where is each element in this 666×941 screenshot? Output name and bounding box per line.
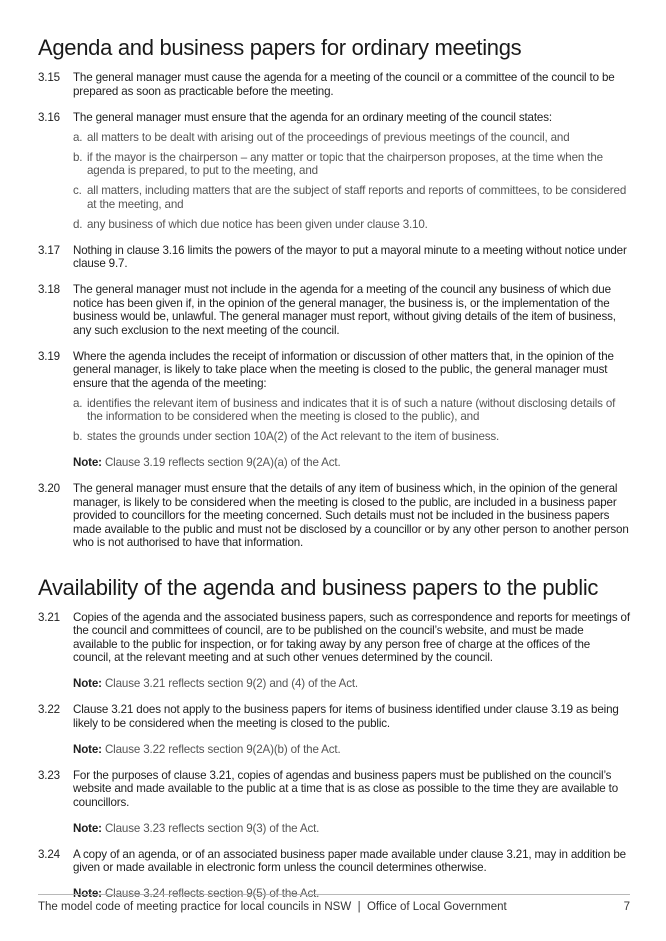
clause-body <box>73 769 630 836</box>
subitem-text: identifies the relevant item of business and indicates that it is of such a nature (without disclosing details of the information to be considered when the meeting is closed to the public), and <box>87 396 616 423</box>
clause-text: Where the agenda includes the receipt of information or discussion of other matters that, in the opinion of the general manager, is likely to take place when the meeting is closed to the public, the general manager must ensure that the agenda of the meeting: <box>73 349 614 390</box>
clause <box>38 244 630 271</box>
subitem-letter: b. <box>73 430 83 443</box>
clause-body <box>73 71 630 98</box>
clause <box>38 482 630 550</box>
clause-text: Clause 3.21 does not apply to the business papers for items of business identified under clause 3.19 as being likely to be considered when the meeting is closed to the public. <box>73 703 619 730</box>
clause-number: 3.17 <box>38 243 60 257</box>
subitem-text: all matters to be dealt with arising out of the proceedings of previous meetings of the council, and <box>87 130 570 144</box>
note-label: Note: <box>73 677 102 690</box>
clause-body <box>73 350 630 470</box>
subitem-letter: a. <box>73 130 83 144</box>
footer-title: The model code of meeting practice for local councils in NSW | Office of Local Government <box>38 901 507 913</box>
clause-body <box>73 111 630 232</box>
subitem-text: if the mayor is the chairperson – any matter or topic that the chairperson proposes, at the time when the agenda is prepared, to put to the meeting, and <box>87 150 603 177</box>
subitem-text: all matters, including matters that are the subject of staff reports and reports of committees, to be considered at the meeting, and <box>87 184 627 211</box>
subitem-letter: c. <box>73 184 82 197</box>
clause-number: 3.20 <box>38 482 60 495</box>
note-label: Note: <box>73 742 102 756</box>
clause-number: 3.21 <box>38 610 60 624</box>
clause-body <box>73 611 630 691</box>
subitem-text: states the grounds under section 10A(2) of the Act relevant to the item of business. <box>87 430 500 443</box>
clause-number: 3.23 <box>38 768 60 782</box>
clause-subitem <box>73 218 630 232</box>
section-heading: Availability of the agenda and business papers to the public <box>38 574 599 600</box>
clause-number: 3.18 <box>38 283 60 296</box>
document-page <box>38 34 630 901</box>
clause-subitem <box>73 184 630 211</box>
clause-text: Nothing in clause 3.16 limits the powers of the mayor to put a mayoral minute to a meeting without notice under clause 9.7. <box>73 243 627 270</box>
note-text: Clause 3.22 reflects section 9(2A)(b) of the Act. <box>104 742 341 756</box>
clause-number: 3.24 <box>38 847 60 861</box>
page-number: 7 <box>623 901 630 913</box>
clause-body <box>73 244 630 271</box>
clause-text: The general manager must cause the agenda for a meeting of the council or a committee of the council to be prepared as soon as practicable before the meeting. <box>73 71 615 98</box>
clause <box>38 611 630 691</box>
clause-text: A copy of an agenda, or of an associated business paper made available under clause 3.21, may in addition be given or made available in electronic form unless the council determines otherwise. <box>73 847 626 874</box>
clause-text: The general manager must ensure that the agenda for an ordinary meeting of the council states: <box>73 110 552 124</box>
clause-subitem <box>73 397 630 424</box>
page-footer <box>38 901 630 913</box>
clause <box>38 111 630 232</box>
clause <box>38 71 630 98</box>
clause-note <box>73 743 630 757</box>
clause-text: For the purposes of clause 3.21, copies of agendas and business papers must be published on the council’s website and made available to the public at a time that is as close as possible to the time they are available to councillors. <box>73 768 619 809</box>
clause <box>38 350 630 470</box>
clause-text: The general manager must ensure that the details of any item of business which, in the opinion of the general manager, is likely to be considered when the meeting is closed to the public, are included in a business paper provided to councillors for the meeting concerned. Such details must not be included in the business papers made available to the public and must not be disclosed by a councillor or by any other person to another person who is not authorised to have that information. <box>73 482 629 549</box>
clause-body <box>73 283 630 337</box>
note-label: Note: <box>73 887 102 900</box>
clause-subitem <box>73 151 630 178</box>
note-label: Note: <box>73 456 102 469</box>
clause-body <box>73 482 630 550</box>
clause-body <box>73 848 630 901</box>
clause <box>38 283 630 337</box>
clause-number: 3.15 <box>38 71 60 84</box>
note-label: Note: <box>73 821 102 835</box>
subitem-letter: b. <box>73 150 83 164</box>
clause <box>38 848 630 901</box>
clause-note <box>73 677 630 691</box>
clause-note <box>73 822 630 836</box>
clause-number: 3.19 <box>38 349 60 363</box>
clause-number: 3.16 <box>38 110 60 124</box>
subitem-letter: a. <box>73 396 83 410</box>
note-text: Clause 3.21 reflects section 9(2) and (4) of the Act. <box>104 677 358 690</box>
clause-subitem <box>73 131 630 145</box>
clause-subitem <box>73 430 630 444</box>
clause-text: The general manager must not include in the agenda for a meeting of the council any business of which due notice has been given if, in the opinion of the general manager, the business is, or the implementation of the business would be, unlawful. The general manager must report, without giving details of the item of business, any such exclusion to the next meeting of the council. <box>73 283 616 337</box>
footer-divider <box>38 894 630 895</box>
clause <box>38 703 630 756</box>
section-heading: Agenda and business papers for ordinary meetings <box>38 35 522 60</box>
note-text: Clause 3.23 reflects section 9(3) of the Act. <box>104 821 320 835</box>
subitem-text: any business of which due notice has been given under clause 3.10. <box>87 217 428 231</box>
clause <box>38 769 630 836</box>
note-text: Clause 3.19 reflects section 9(2A)(a) of the Act. <box>104 456 341 469</box>
note-text: Clause 3.24 reflects section 9(5) of the Act. <box>104 887 320 900</box>
clause-body <box>73 703 630 756</box>
clause-note <box>73 456 630 470</box>
clause-number: 3.22 <box>38 703 60 716</box>
subitem-letter: d. <box>73 217 83 231</box>
clause-text: Copies of the agenda and the associated business papers, such as correspondence and reports for meetings of the council and committees of council, are to be published on the council’s website, and must be made available to the public for inspection, or for taking away by any person free of charge at the offices of the council, at the relevant meeting and at such other venues determined by the council. <box>73 610 630 664</box>
